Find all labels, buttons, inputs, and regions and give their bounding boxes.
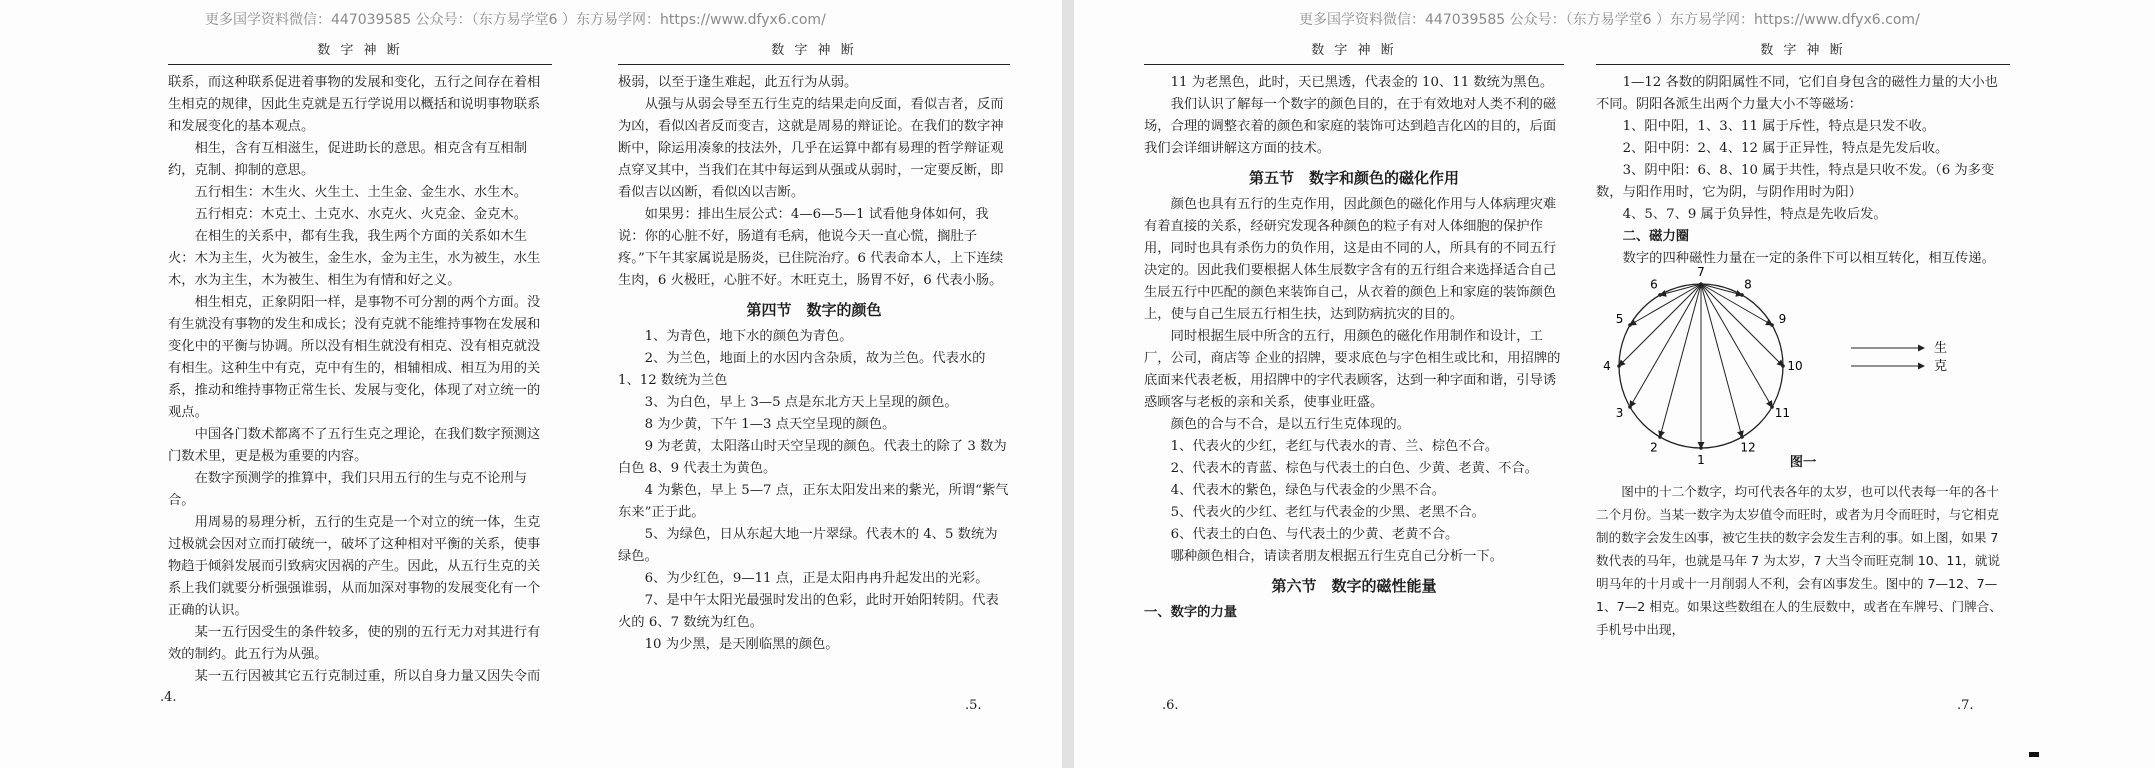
paragraph: 11 为老黑色，此时，天已黑透，代表金的 10、11 数统为黑色。	[1170, 75, 1554, 90]
page-5	[618, 40, 1010, 656]
circle-number-label: 2	[1650, 440, 1658, 455]
circle-node	[1781, 364, 1785, 368]
page-number: .7.	[1957, 698, 1974, 713]
page-7	[1596, 40, 2010, 641]
paragraph: 同时根据生辰中所含的五行，用颜色的磁化作用制作和设计，工厂，公司，商店等 企业的招牌，要求底色与字色相生或比和，用招牌的底面来代表老板，用招牌中的字代表顾客，达到一种字面和谐，引导诱惑顾客与老板的亲和关系，使事业旺盛。	[1144, 329, 1561, 410]
circle-node	[1770, 405, 1774, 409]
list-item: 2、阳中阴：2、4、12 属于正异性，特点是先发后收。	[1622, 141, 1949, 156]
list-item: 4、代表木的紫色，绿色与代表金的少黑不合。	[1170, 483, 1445, 498]
circle-number-label: 10	[1787, 359, 1803, 373]
circle-number-label: 3	[1615, 406, 1624, 420]
circle-node	[1699, 282, 1703, 286]
page-number: .4.	[160, 690, 177, 705]
paragraph: 颜色的合与不合，是以五行生克体现的。	[1170, 417, 1410, 432]
paragraph: 某一五行因受生的条件较多，使的别的五行无力对其进行有效的制约。此五行为从强。	[168, 625, 541, 662]
circle-chord	[1660, 284, 1701, 437]
page-number: .6.	[1162, 698, 1179, 713]
page-4	[168, 40, 552, 688]
circle-node	[1617, 364, 1621, 368]
list-item: 1、代表火的少红，老红与代表水的青、兰、棕色不合。	[1170, 439, 1499, 454]
page-header: 数 字 神 断	[1144, 40, 1564, 65]
list-item: 6、代表土的白色、与代表土的少黄、老黄不合。	[1170, 527, 1459, 542]
paragraph: 极弱，以至于逢生难起，此五行为从弱。	[618, 75, 858, 90]
circle-number-label: 1	[1697, 453, 1705, 467]
section-title: 第六节 数字的磁性能量	[1271, 577, 1437, 595]
list-item: 1、阳中阳，1、3、11 属于斥性，特点是只发不收。	[1622, 119, 1936, 134]
paragraph: 相生，含有互相滋生，促进助长的意思。相克含有互相制约，克制、抑制的意思。	[168, 141, 528, 178]
circle-number-label: 11	[1774, 406, 1791, 420]
list-item: 1、为青色，地下水的颜色为青色。	[644, 329, 853, 344]
page-number-value: 7	[1961, 698, 1970, 713]
circle-number-label: 9	[1778, 312, 1787, 326]
subsection-title: 二、磁力圈	[1622, 229, 1690, 244]
list-item: 10 为少黑，是天刚临黑的颜色。	[644, 637, 839, 652]
circle-chord	[1701, 284, 1772, 407]
subsection-title: 一、数字的力量	[1144, 605, 1238, 620]
legend-ke: 克	[1934, 359, 1948, 374]
figure-caption: 图一	[1789, 455, 1817, 470]
list-item: 4、5、7、9 属于负异性，特点是先收后发。	[1622, 207, 1887, 222]
list-item: 9 为老黄，太阳落山时天空呈现的颜色。代表土的除了 3 数为白色 8、9 代表土为黄色。	[618, 439, 1007, 476]
paragraph: 我们认识了解每一个数字的颜色目的，在于有效地对人类不利的磁场，合理的调整衣着的颜色和家庭的装饰可达到趋吉化凶的目的，后面我们会详细讲解这方面的技术。	[1144, 97, 1557, 156]
paragraph: 联系，而这种联系促进着事物的发展和变化，五行之间存在着相生相克的规律，因此生克就是五行学说用以概括和说明事物联系和发展变化的基本观点。	[168, 75, 541, 134]
list-item: 4 为紫色，早上 5—7 点，正东太阳发出来的紫光，所谓“紫气东来”正于此。	[618, 483, 1009, 520]
section-title: 第四节 数字的颜色	[746, 301, 882, 319]
list-item: 5、代表火的少红、老红与代表金的少黑、老黑不合。	[1170, 505, 1485, 520]
page-header: 数 字 神 断	[1596, 40, 2010, 65]
list-item: 2、为兰色，地面上的水因内含杂质，故为兰色。代表水的 1、12 数统为兰色	[618, 351, 986, 388]
circle-number-label: 5	[1615, 312, 1624, 326]
circle-node	[1740, 435, 1744, 439]
legend-sheng: 生	[1934, 341, 1948, 356]
paragraph: 用周易的易理分析，五行的生克是一个对立的统一体，生克过极就会因对立而打破统一，破坏了这种相对平衡的关系，使事物趋于倾斜发展而引致病灾因祸的产生。因此，从五行生克的关系上我们就要分析强强谁弱，从而加深对事物的发展变化有一个正确的认识。	[168, 515, 541, 618]
circle-chord	[1630, 284, 1701, 407]
paragraph: 在相生的关系中，都有生我，我生两个方面的关系如木生火：木为主生，火为被生，金生水，金为主生，水为被生，水生木，水为主生，木为被生、相生为有情和好之义。	[168, 229, 541, 288]
list-item: 2、代表木的青蓝、棕色与代表土的白色、少黄、老黄、不合。	[1170, 461, 1539, 476]
paragraph: 如果男：排出生辰公式：4—6—5—1 试看他身体如何，我说：你的心脏不好，肠道有毛病，他说今天一直心慌，搁肚子疼。”下午其家属说是肠炎，已住院治疗。6 代表命本人，上下连续生肉，6 火极旺，心脏不好。木旺克土，肠胃不好，6 代表小肠。	[618, 207, 1004, 288]
page-number: .5.	[965, 698, 982, 713]
paragraph: 1—12 各数的阴阳属性不同，它们自身包含的磁性力量的大小也不同。阴阳各派生出两个力量大小不等磁场：	[1596, 75, 1998, 112]
page-header: 数 字 神 断	[168, 40, 552, 65]
circle-node	[1658, 293, 1662, 297]
paragraph: 五行相克：木克土、土克水、水克火、火克金、金克木。	[194, 207, 528, 222]
page-number-value: 6	[1166, 698, 1175, 713]
section-title: 第五节 数字和颜色的磁化作用	[1248, 169, 1459, 187]
circle-number-label: 4	[1603, 359, 1611, 373]
list-item: 3、为白色，早上 3—5 点是东北方天上呈现的颜色。	[644, 395, 958, 410]
page-header: 数 字 神 断	[618, 40, 1010, 65]
left-sheet	[0, 0, 1062, 768]
page-number-value: 5	[969, 698, 978, 713]
circle-node	[1628, 323, 1632, 327]
paragraph: 在数字预测学的推算中，我们只用五行的生与克不论刑与合。	[168, 471, 528, 508]
paragraph: 从强与从弱会导至五行生克的结果走向反面，看似吉者，反而为凶，看似凶者反而变吉，这就是周易的辩证论。在我们的数字神断中，除运用凑象的技法外，几乎在运算中都有易理的哲学辩证观点穿叉其中，当我们在其中每运到从强或从弱时，一定要反断，即看似吉以凶断，看似凶以吉断。	[618, 97, 1004, 200]
paragraph: 数字的四种磁性力量在一定的条件下可以相互转化，相互传递。	[1622, 251, 1995, 266]
list-item: 3、阴中阳：6、8、10 属于共性，特点是只收不发。（6 为多变数，与阳作用时，它为阴，与阴作用时为阳）	[1596, 163, 1995, 200]
circle-node	[1699, 446, 1703, 450]
circle-number-label: 8	[1744, 277, 1752, 292]
list-item: 7、是中午太阳光最强时发出的色彩，此时开始阳转阴。代表火的 6、7 数统为红色。	[618, 593, 999, 630]
list-item: 5、为绿色，日从东起大地一片翠绿。代表木的 4、5 数统为绿色。	[618, 527, 998, 564]
page-6	[1144, 40, 1564, 624]
paragraph: 图中的十二个数字，均可代表各年的太岁，也可以代表每一年的各十二个月份。当某一数字为太岁值令而旺时，或者为月令而旺时，与它相克制的数字会发生凶事，被它生扶的数字会发生吉利的事。如上图，如果 7 数代表的马年，也就是马年 7 为太岁，7 大当令而旺克制 10、11，就说明马年的十月或十一月削弱人不利，会有凶事发生。图中的 7—12、7—1、7—2 相克。如果这些数组在人的生辰数中，或者在车牌号、门牌合、手机号中出现，	[1596, 484, 2002, 637]
circle-node	[1628, 405, 1632, 409]
paragraph: 相生相克，正象阴阳一样，是事物不可分割的两个方面。没有生就没有事物的发生和成长；没有克就不能维持事物在发展和变化中的平衡与协调。所以没有相生就没有相克、没有相克就没有相生。这种生中有克，克中有生的，相辅相成、相互为用的关系，推动和维持事物正常生长、发展与变化，体现了对立统一的观点。	[168, 295, 541, 420]
watermark-right: 更多国学资料微信：447039585 公众号：（东方易学堂6 ）东方易学网：https://www.dfyx6.com/	[1299, 12, 1920, 28]
paragraph: 中国各门数术都离不了五行生克之理论，在我们数字预测这门数术里，更是极为重要的内容。	[168, 427, 541, 464]
circle-node	[1770, 323, 1774, 327]
circle-chord	[1701, 284, 1742, 437]
right-sheet	[1074, 0, 2155, 768]
scan-mark	[2029, 752, 2039, 757]
circle-number-label: 6	[1650, 277, 1658, 292]
circle-node	[1658, 435, 1662, 439]
paragraph: 某一五行因被其它五行克制过重，所以自身力量又因失令而	[194, 669, 541, 684]
paragraph: 五行相生：木生火、火生土、土生金、金生水、水生木。	[194, 185, 528, 200]
circle-number-label: 7	[1697, 265, 1705, 279]
circle-node	[1740, 293, 1744, 297]
paragraph: 颜色也具有五行的生克作用，因此颜色的磁化作用与人体病理灾难有着直接的关系，经研究发现各种颜色的粒子有对人体细胞的保护作用，同时也具有杀伤力的负作用，这是由不同的人，所具有的不同五行决定的。因此我们要根据人体生辰数字含有的五行组合来选择适合自己生辰五行中匹配的颜色来装饰自己，从衣着的颜色上和家庭的装饰颜色上，使与自己生辰五行相生扶，达到防病抗灾的目的。	[1144, 197, 1557, 322]
sheet-divider	[1062, 0, 1074, 768]
page-number-value: 4	[164, 690, 173, 705]
circle-number-label: 12	[1740, 440, 1756, 455]
paragraph: 哪种颜色相合，请读者朋友根据五行生克自己分析一下。	[1170, 549, 1504, 564]
list-item: 6、为少红色，9—11 点，正是太阳冉冉升起发出的光彩。	[644, 571, 989, 586]
watermark-left: 更多国学资料微信：447039585 公众号：（东方易学堂6 ）东方易学网：https://www.dfyx6.com/	[205, 12, 826, 28]
list-item: 8 为少黄，下午 1—3 点天空呈现的颜色。	[644, 417, 896, 432]
